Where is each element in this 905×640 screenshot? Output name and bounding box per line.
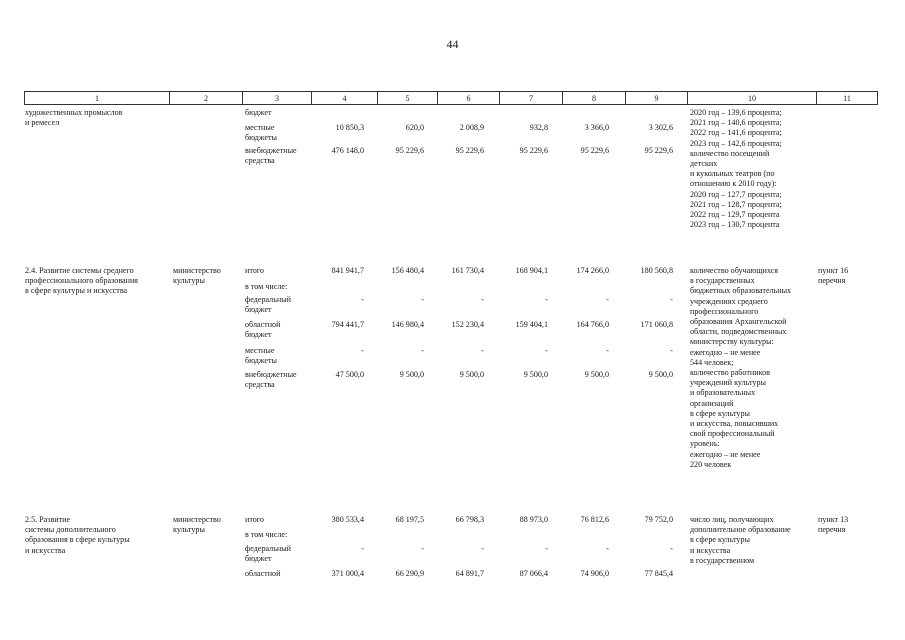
block2-local-2024: - [670,346,673,355]
column-number-header [24,91,878,105]
header-cell: 7 [500,92,563,105]
header-cell: 2 [170,92,243,105]
block2-regional-2022: 159 404,1 [515,320,548,329]
block2-label-regional: областной бюджет [245,320,281,340]
block1-title: художественных промыслов и ремесел [25,108,123,128]
block3-total-2022: 88 973,0 [519,515,548,524]
block1-local-2020: 620,0 [405,123,424,132]
block1-label-extra: внебюджетные средства [245,146,297,166]
block2-total-2020: 156 480,4 [391,266,424,275]
block3-federal-2024: - [670,544,673,553]
header-cell: 9 [626,92,688,105]
header-cell: 4 [312,92,378,105]
block1-local-2024: 3 302,6 [648,123,673,132]
block3-total-sum: 380 533,4 [331,515,364,524]
block3-title: 2.5. Развитие системы дополнительного образования в сфере культуры и искусства [25,515,130,555]
block3-federal-2021: - [481,544,484,553]
block1-label-local: местные бюджеты [245,123,277,143]
block2-executor: министерство культуры [173,266,221,286]
block1-extra-2024: 95 229,6 [644,146,673,155]
block1-extra-2022: 95 229,6 [519,146,548,155]
block3-label-total: итого [245,515,264,524]
block2-federal-2020: - [421,295,424,304]
block1-extra-2021: 95 229,6 [455,146,484,155]
block2-regional-2020: 146 980,4 [391,320,424,329]
block1-local-total: 10 850,3 [335,123,364,132]
block3-label-regional: областной [245,569,281,578]
block2-label-federal: федеральный бюджет [245,295,291,315]
header-cell: 5 [378,92,438,105]
block3-regional-2021: 64 891,7 [455,569,484,578]
block2-federal-2024: - [670,295,673,304]
block2-label-extra: внебюджетные средства [245,370,297,390]
block2-label-total: итого [245,266,264,275]
block2-local-2021: - [481,346,484,355]
block3-federal-2020: - [421,544,424,553]
block1-local-2021: 2 008,9 [459,123,484,132]
block2-federal-2022: - [545,295,548,304]
block2-local-2020: - [421,346,424,355]
block2-title: 2.4. Развитие системы среднего профессионального образования в сфере культуры и искусства [25,266,139,296]
block2-extra-2023: 9 500,0 [584,370,609,379]
block2-total-2021: 161 730,4 [451,266,484,275]
block1-extra-total: 476 148,0 [331,146,364,155]
block3-indicators: число лиц, получающих дополнительное образование в сфере культуры и искусства в государственном [690,515,791,565]
block2-total-2023: 174 266,0 [576,266,609,275]
header-cell: 11 [817,92,878,105]
block2-extra-2022: 9 500,0 [523,370,548,379]
block2-label-local: местные бюджеты [245,346,277,366]
block2-local-2022: - [545,346,548,355]
block1-indicators: 2020 год – 139,6 процента; 2021 год – 140,6 процента; 2022 год – 141,6 процента; 2023 год – 142,6 процента; количество посещений детских и кукольных театров (по отношению к 2010 году): 2020 год – 127,7 процента; 2021 год – 128,7 процента; 2022 год – 129,7 процента 2023 год – 130,7 процента [690,108,782,230]
block3-total-2023: 76 812,6 [580,515,609,524]
block3-total-2020: 68 197,5 [395,515,424,524]
block3-executor: министерство культуры [173,515,221,535]
block3-regional-2022: 87 066,4 [519,569,548,578]
block2-label-including: в том числе: [245,282,288,291]
block3-regional-2023: 74 906,0 [580,569,609,578]
block2-total-2024: 180 560,8 [640,266,673,275]
block2-extra-2021: 9 500,0 [459,370,484,379]
block2-extra-2024: 9 500,0 [648,370,673,379]
block2-local-2023: - [606,346,609,355]
block3-federal-2022: - [545,544,548,553]
block2-federal-2023: - [606,295,609,304]
block3-total-2024: 79 752,0 [644,515,673,524]
block3-regional-2020: 66 290,9 [395,569,424,578]
block2-reference: пункт 16 перечня [818,266,849,286]
block2-federal-sum: - [361,295,364,304]
block3-regional-2024: 77 845,4 [644,569,673,578]
block2-regional-2023: 164 766,0 [576,320,609,329]
block2-indicators: количество обучающихся в государственных бюджетных образовательных учреждениях среднего профессионального образования Архангельской области, подведомственных министерству культуры: ежегодно – не менее 544 человек; количество работников учреждений культуры и образовательных организаций в сфере культуры и искусства, повысивших свой профессиональный уровень: ежегодно – не менее 220 человек [690,266,792,469]
block1-extra-2020: 95 229,6 [395,146,424,155]
block2-extra-2020: 9 500,0 [399,370,424,379]
block2-total-sum: 841 941,7 [331,266,364,275]
block3-federal-2023: - [606,544,609,553]
block2-regional-2024: 171 060,8 [640,320,673,329]
header-cell: 3 [243,92,312,105]
block1-extra-2023: 95 229,6 [580,146,609,155]
header-cell: 6 [438,92,500,105]
page-number: 44 [446,37,459,51]
block1-local-2022: 932,8 [529,123,548,132]
block2-federal-2021: - [481,295,484,304]
block2-regional-sum: 794 441,7 [331,320,364,329]
block3-label-including: в том числе: [245,530,288,539]
header-cell: 1 [25,92,170,105]
block3-regional-sum: 371 000,4 [331,569,364,578]
block1-label-budget: бюджет [245,108,272,117]
block3-reference: пункт 13 перечня [818,515,849,535]
block2-regional-2021: 152 230,4 [451,320,484,329]
block3-label-federal: федеральный бюджет [245,544,291,564]
block3-federal-sum: - [361,544,364,553]
header-cell: 10 [688,92,817,105]
block2-extra-sum: 47 500,0 [335,370,364,379]
header-cell: 8 [563,92,626,105]
block2-local-sum: - [361,346,364,355]
block1-local-2023: 3 366,0 [584,123,609,132]
block3-total-2021: 66 798,3 [455,515,484,524]
block2-total-2022: 168 904,1 [515,266,548,275]
